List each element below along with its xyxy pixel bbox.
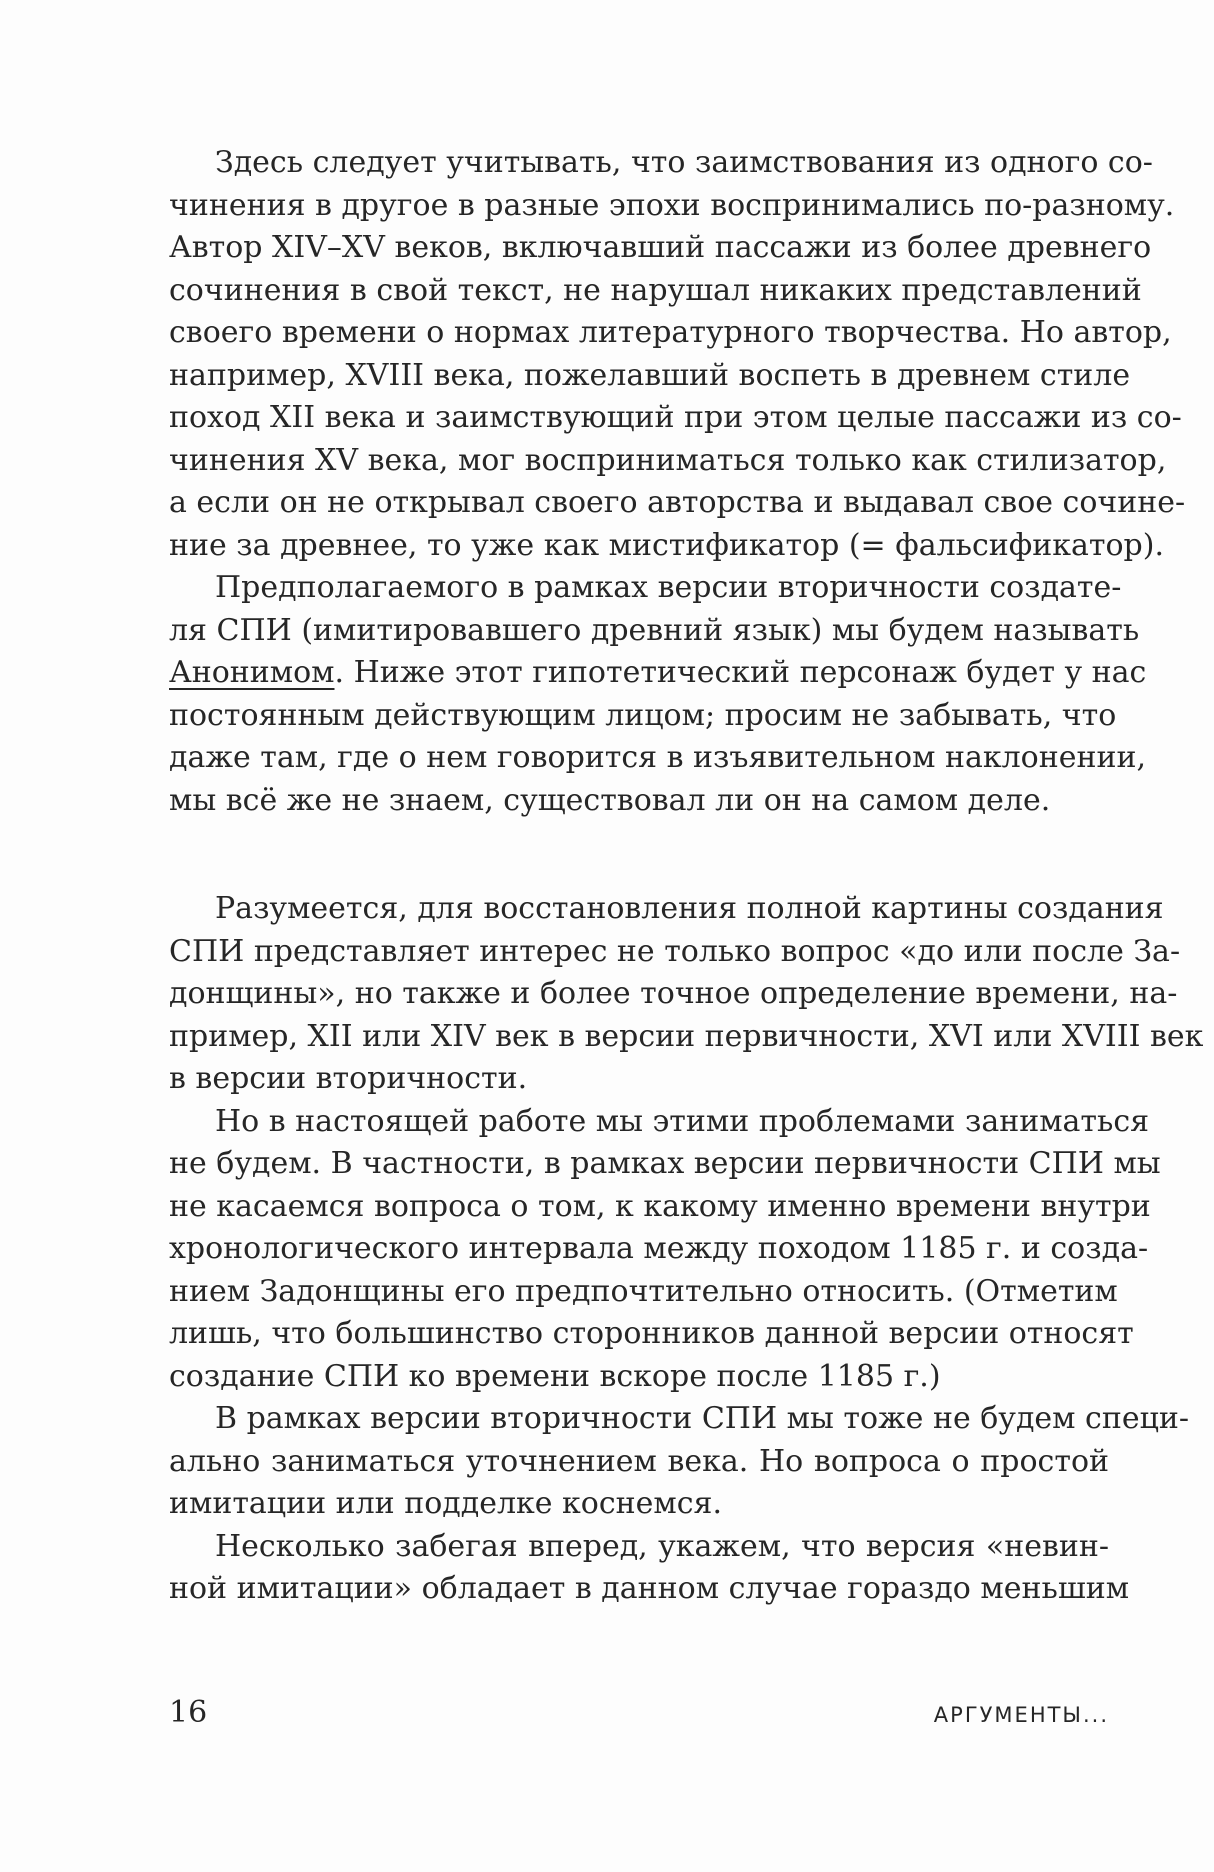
- text-line: Здесь следует учитывать, что заимствования из одного со-: [215, 145, 1153, 180]
- text-line: СПИ представляет интерес не только вопрос «до или после За-: [169, 933, 1181, 969]
- text-line: Но в настоящей работе мы этими проблемами заниматься: [215, 1103, 1150, 1139]
- text-line: сочинения в свой текст, не нарушал никаких представлений: [169, 272, 1142, 308]
- text-line: Автор XIV–XV веков, включавший пассажи из более древнего: [169, 230, 1152, 265]
- text-line: своего времени о нормах литературного творчества. Но автор,: [169, 315, 1172, 350]
- text-line: даже там, где о нем говорится в изъявительном наклонении,: [169, 740, 1146, 775]
- text-line: Предполагаемого в рамках версии вторичности создате-: [215, 570, 1122, 605]
- text-line: например, XVIII века, пожелавший воспеть в древнем стиле: [169, 357, 1131, 393]
- text-line: не касаемся вопроса о том, к какому именно времени внутри: [169, 1188, 1151, 1224]
- text-line: хронологического интервала между походом 1185 г. и созда-: [169, 1231, 1149, 1266]
- text-block-first: [169, 142, 1186, 822]
- text-line: постоянным действующим лицом; просим не забывать, что: [169, 697, 1117, 733]
- text-line: В рамках версии вторичности СПИ мы тоже не будем специ-: [215, 1401, 1190, 1436]
- page-footer: [169, 1688, 1109, 1738]
- text-line: не будем. В частности, в рамках версии первичности СПИ мы: [169, 1146, 1161, 1181]
- text-line: а если он не открывал своего авторства и выдавал свое сочине-: [169, 485, 1186, 520]
- text-line: пример, XII или XIV век в версии первичности, XVI или XVIII век: [169, 1018, 1204, 1054]
- text-line: чинения XV века, мог восприниматься только как стилизатор,: [169, 442, 1167, 478]
- text-block-second: [169, 888, 1204, 1611]
- text-line: [169, 652, 1147, 695]
- text-line: ля СПИ (имитировавшего древний язык) мы будем называть: [169, 612, 1140, 648]
- text-line: поход XII века и заимствующий при этом целые пассажи из со-: [169, 400, 1182, 435]
- text-line: создание СПИ ко времени вскоре после 1185 г.): [169, 1358, 941, 1394]
- text-line: Разумеется, для восстановления полной картины создания: [215, 891, 1164, 926]
- text-line: ние за древнее, то уже как мистификатор (= фальсификатор).: [169, 527, 1164, 563]
- text-line: мы всё же не знаем, существовал ли он на самом деле.: [169, 782, 1051, 818]
- page-number: 16: [169, 1695, 208, 1730]
- text-line: имитации или подделке коснемся.: [169, 1486, 723, 1521]
- running-title: АРГУМЕНТЫ...: [933, 1703, 1109, 1727]
- text-line-rest: . Ниже этот гипотетический персонаж будет у нас: [334, 655, 1147, 690]
- text-line: чинения в другое в разные эпохи воспринимались по-разному.: [169, 187, 1175, 223]
- term-anonymous: Анонимом: [169, 655, 335, 690]
- text-line: ной имитации» обладает в данном случае гораздо меньшим: [169, 1571, 1130, 1606]
- text-line: Несколько забегая вперед, укажем, что версия «невин-: [215, 1528, 1109, 1564]
- text-line: в версии вторичности.: [169, 1061, 528, 1096]
- text-line: донщины», но также и более точное определение времени, на-: [169, 976, 1178, 1011]
- text-line: ально заниматься уточнением века. Но вопроса о простой: [169, 1443, 1109, 1479]
- text-line: лишь, что большинство сторонников данной версии относят: [169, 1316, 1134, 1351]
- text-line: нием Задонщины его предпочтительно относить. (Отметим: [169, 1273, 1118, 1309]
